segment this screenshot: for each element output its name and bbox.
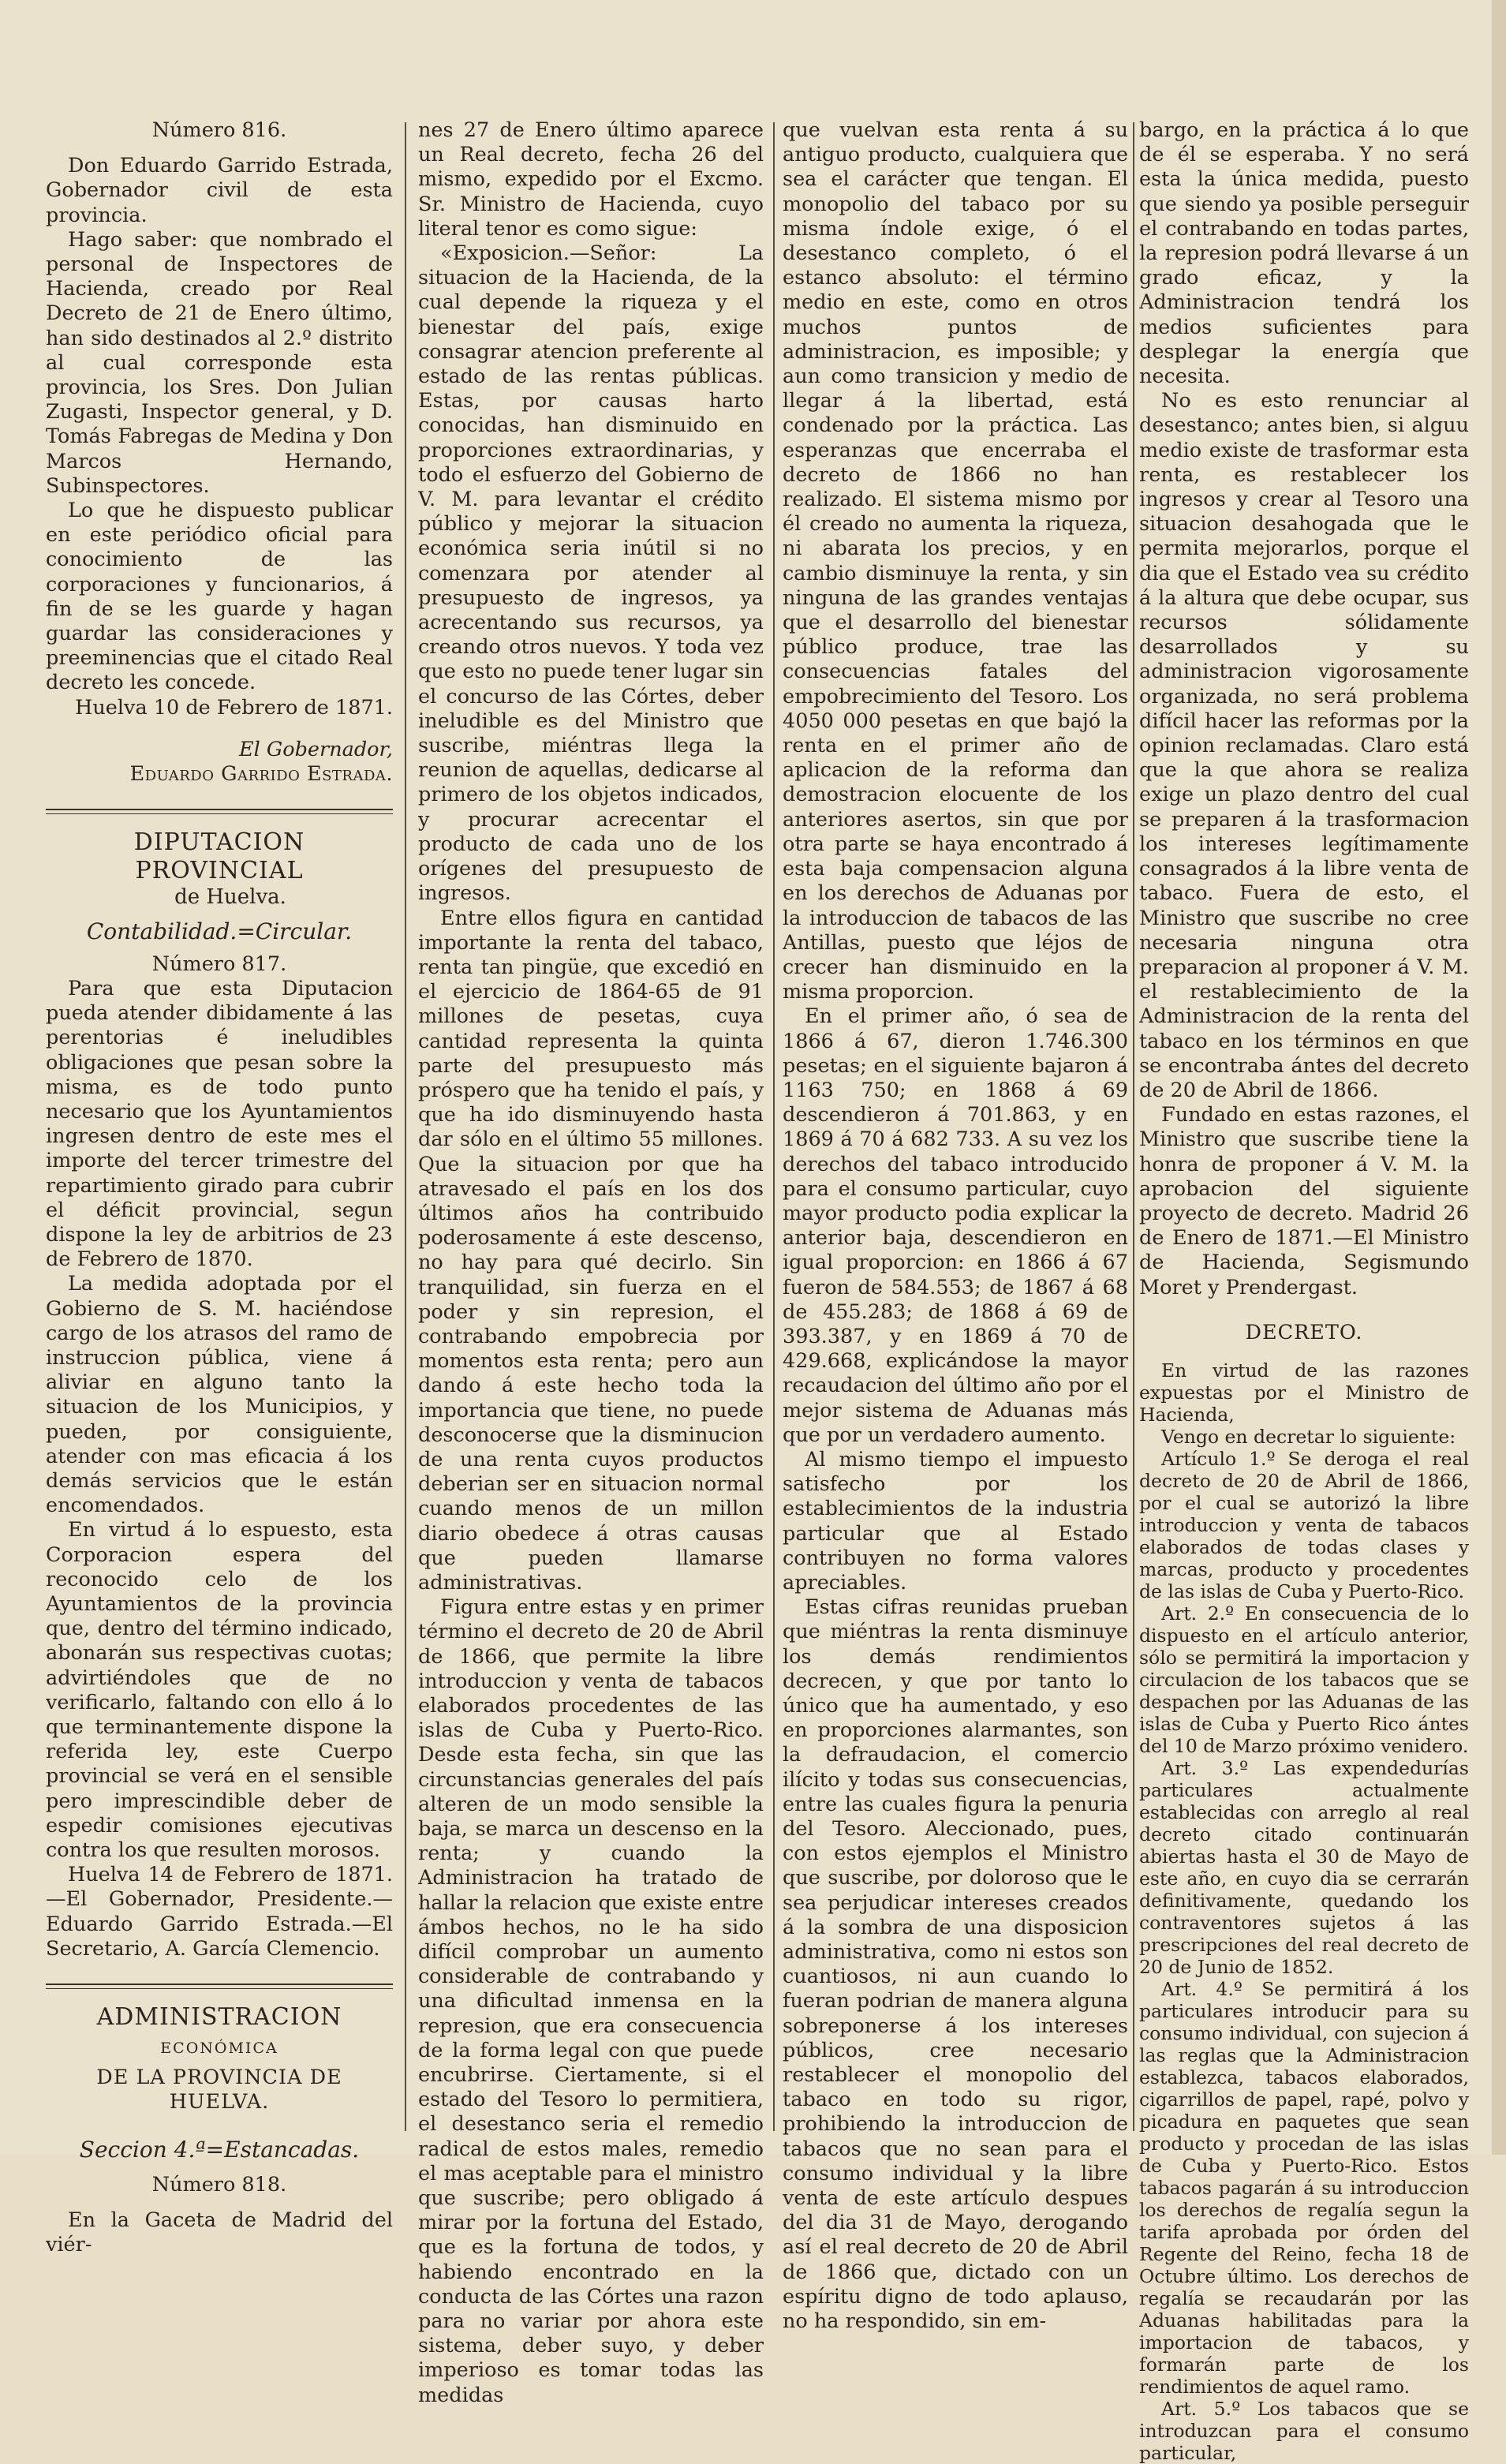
number-816: Número 816.	[151, 118, 287, 142]
column-1	[46, 118, 393, 2257]
paragraph: En virtud de las razones expuestas por el Ministro de Hacienda,	[1139, 1359, 1469, 1426]
signature-name: Eduardo Garrido Estrada.	[129, 762, 393, 787]
subsection-title: Contabilidad.=Circular.	[86, 918, 353, 945]
page-edge	[1492, 0, 1506, 2155]
column-2	[418, 118, 764, 2408]
article: Artículo 1.º Se deroga el real decreto de 20 de Abril de 1866, por el cual se autorizó la libre introduccion y venta de tabacos elaborados de todas clases y marcas, producto y procedentes de las islas de Cuba y Puerto-Rico.	[1139, 1447, 1469, 1602]
paragraph: Al mismo tiempo el impuesto satisfecho por los establecimientos de la industria particular que al Estado contribuyen no forma valores apreciables.	[783, 1447, 1128, 1595]
paragraph: Fundado en estas razones, el Ministro que suscribe tiene la honra de proponer á V. M. la aprobacion del siguiente proyecto de decreto. Madrid 26 de Enero de 1871.—El Ministro de Hacienda, Segismundo Moret y Prendergast.	[1139, 1103, 1469, 1299]
section-subtitle: ECONÓMICA	[160, 2040, 278, 2058]
paragraph: bargo, en la práctica á lo que de él se esperaba. Y no será esta la única medida, puesto que siendo ya posible perseguir el contrabando en todas partes, la represion podrá llevarse á un grado eficaz, y la Administracion tendrá los medios suficientes para desplegar la energía que necesita.	[1139, 118, 1469, 389]
paragraph: Entre ellos figura en cantidad importante la renta del tabaco, renta tan pingüe, que excedió en el ejercicio de 1864-65 de 91 millones de pesetas, cuya cantidad representa la quinta parte del presupuesto más próspero que ha tenido el país, y que ha ido disminuyendo hasta dar sólo en el último 55 millones. Que la situacion por que ha atravesado el país en los dos últimos años ha contribuido poderosamente á este descenso, no hay para qué decirlo. Sin tranquilidad, sin fuerza en el poder y sin represion, el contrabando empobrecia por momentos esta renta; pero aun dando á este hecho toda la importancia que tiene, no puede desconocerse que la disminucion de una renta cuyos productos deberian ser en situacion normal cuando menos de un millon diario obedece á otras causas que pueden llamarse administrativas.	[418, 906, 764, 1595]
section-rule	[46, 1984, 393, 1989]
paragraph: Don Eduardo Garrido Estrada, Gobernador civil de esta provincia.	[46, 154, 393, 227]
paragraph: Lo que he dispuesto publicar en este periódico oficial para conocimiento de las corporaciones y funcionarios, á fin de se les guarde y hagan guardar las consideraciones y preeminencias que el citado Real decreto les concede.	[46, 499, 393, 695]
paragraph: Para que esta Diputacion pueda atender dibidamente á las perentorias é ineludibles obligaciones que pesan sobre la misma, es de todo punto necesario que los Ayuntamientos ingresen dentro de este mes el importe del tercer trimestre del repartimiento girado para cubrir el déficit provincial, segun dispone la ley de arbitrios de 23 de Febrero de 1870.	[46, 976, 393, 1272]
section-title: ADMINISTRACION	[96, 2003, 342, 2032]
paragraph: que vuelvan esta renta á su antiguo producto, cualquiera que sea el carácter que tengan. El monopolio del tabaco por su misma índole exige, ó el desestanco completo, ó el estanco absoluto: el término medio en este, como en otros muchos puntos de administracion, es imposible; y aun como transicion y medio de llegar á la libertad, está condenado por la práctica. Las esperanzas que encerraba el decreto de 1866 no han realizado. El sistema mismo por él creado no aumenta la riqueza, ni abarata los precios, y en cambio disminuye la renta, y sin ninguna de las grandes ventajas que el desarrollo del bienestar público produce, trae las consecuencias fatales del empobrecimiento del Tesoro. Los 4050 000 pesetas en que bajó la renta en el primer año de aplicacion de la reforma dan demostracion elocuente de los anteriores asertos, sin que por otra parte se haya encontrado á esta baja compensacion alguna en los derechos de Aduanas por la introduccion de tabacos de las Antillas, puesto que léjos de crecer han disminuido en la misma proporcion.	[783, 118, 1128, 1004]
article: Art. 3.º Las expendedurías particulares actualmente establecidas con arreglo al real decreto citado continuarán abiertas hasta el 30 de Mayo de este año, en cuyo dia se cerrarán definitivamente, quedando los contraventores sujetos á las prescripciones del real decreto de 20 de Junio de 1852.	[1139, 1756, 1469, 1978]
date-line: Huelva 10 de Febrero de 1871.	[75, 695, 393, 720]
article: Art. 2.º En consecuencia de lo dispuesto en el artículo anterior, sólo se permitirá la importacion y circulacion de los tabacos que se despachen por las Aduanas de las islas de Cuba y Puerto Rico ántes del 10 de Marzo próximo venidero.	[1139, 1602, 1469, 1757]
section-title: DIPUTACION PROVINCIAL	[133, 828, 305, 885]
subsection-title: Seccion 4.ª=Estancadas.	[79, 2136, 360, 2163]
column-divider	[773, 122, 775, 2131]
paragraph: Hago saber: que nombrado el personal de Inspectores de Hacienda, creado por Real Decreto de 21 de Enero último, han sido destinados al 2.º distrito al cual corresponde esta provincia, los Sres. Don Julian Zugasti, Inspector general, y D. Tomás Fabregas de Medina y Don Marcos Hernando, Subinspectores.	[46, 227, 393, 498]
signature-title: El Gobernador,	[239, 737, 393, 761]
paragraph: La medida adoptada por el Gobierno de S. M. haciéndose cargo de los atrasos del ramo de instruccion pública, viene á aliviar en alguno tanto la situacion de los Municipios, y pueden, por consiguiente, atender con mas eficacia á los demás servicios que le están encomendados.	[46, 1272, 393, 1518]
number-817: Número 817.	[151, 952, 287, 976]
decree-heading: DECRETO.	[1245, 1320, 1363, 1344]
paragraph: En el primer año, ó sea de 1866 á 67, dieron 1.746.300 pesetas; en el siguiente bajaron á 1163 750; en 1868 á 69 descendieron á 701.863, y en 1869 á 70 á 682 733. A su vez los derechos del tabaco introducido para el consumo particular, cuyo mayor producto podia explicar la anterior baja, descendieron en igual proporcion: en 1866 á 67 fueron de 584.553; de 1867 á 68 de 455.283; de 1868 á 69 de 393.387, y en 1869 á 70 de 429.668, explicándose la mayor recaudacion del último año por el mejor sistema de Aduanas más que por un verdadero aumento.	[783, 1004, 1128, 1447]
column-4	[1139, 118, 1469, 2464]
section-subtitle: DE LA PROVINCIA DE HUELVA.	[96, 2066, 342, 2114]
paragraph: Vengo en decretar lo siguiente:	[1161, 1425, 1456, 1448]
paragraph: Figura entre estas y en primer término el decreto de 20 de Abril de 1866, que permite la libre introduccion y venta de tabacos elaborados procedentes de las islas de Cuba y Puerto-Rico. Desde esta fecha, sin que las circunstancias generales del país alteren de un modo sensible la baja, se marca un descenso en la renta; y cuando la Administracion ha tratado de hallar la relacion que existe entre ámbos hechos, no le ha sido difícil comprobar un aumento considerable de contrabando y una dificultad inmensa en la represion, que era consecuencia de la forma legal con que puede encubrirse. Ciertamente, si el estado del Tesoro lo permitiera, el desestanco seria el remedio radical de estos males, remedio el mas aceptable para el ministro que suscribe; pero obligado á mirar por la fortuna del Estado, que es la fortuna de todos, y habiendo encontrado en la conducta de las Córtes una razon para no variar por ahora este sistema, deber suyo, y deber imperioso es tomar todas las medidas	[418, 1595, 764, 2407]
section-subtitle: de Huelva.	[174, 885, 286, 910]
article: Art. 5.º Los tabacos que se introduzcan para el consumo particular,	[1139, 2397, 1469, 2464]
paragraph: Estas cifras reunidas prueban que miéntras la renta disminuye los demás rendimientos decrecen, y que por tanto lo único que ha aumentado, y eso en proporciones alarmantes, son la defraudacion, el comercio ilícito y todas sus consecuencias, entre las cuales figura la penuria del Tesoro. Aleccionado, pues, con estos ejemplos el Ministro que suscribe, por doloroso que le sea perjudicar intereses creados á la sombra de una disposicion administrativa, como ni estos son cuantiosos, ni aun cuando lo fueran podrian de manera alguna sobreponerse á los intereses públicos, cree necesario restablecer el monopolio del tabaco en todo su rigor, prohibiendo la introduccion de tabacos que no sean para el consumo individual y la libre venta de este artículo despues del dia 31 de Mayo, derogando así el real decreto de 20 de Abril de 1866 que, dictado con un espíritu digno de todo aplauso, no ha respondido, sin em-	[783, 1595, 1128, 2334]
column-3	[783, 118, 1128, 2334]
article: Art. 4.º Se permitirá á los particulares introducir para su consumo individual, con sujecion á las reglas que la Administracion establezca, tabacos elaborados, cigarrillos de papel, rapé, polvo y picadura en paquetes que sean producto y procedan de las islas de Cuba y Puerto-Rico. Estos tabacos pagarán á su introduccion los derechos de regalía segun la tarifa aprobada por órden del Regente del Reino, fecha 18 de Octubre último. Los derechos de regalía se recaudarán por las Aduanas habilitadas para la importacion de tabacos, y formarán parte de los rendimientos de aquel ramo.	[1139, 1977, 1469, 2398]
number-818: Número 818.	[151, 2172, 287, 2197]
paragraph: nes 27 de Enero último aparece un Real decreto, fecha 26 del mismo, expedido por el Excmo. Sr. Ministro de Hacienda, cuyo literal tenor es como sigue:	[418, 118, 764, 241]
paragraph: En la Gaceta de Madrid del viér-	[46, 2208, 393, 2257]
column-divider	[405, 122, 406, 2131]
column-divider	[1133, 122, 1134, 2131]
paragraph: No es esto renunciar al desestanco; antes bien, si alguu medio existe de trasformar esta renta, es restablecer los ingresos y crear al Tesoro una situacion desahogada que le permita mejorarlos, porque el dia que el Estado vea su crédito á la altura que debe ocupar, sus recursos sólidamente desarrollados y su administracion vigorosamente organizada, no será problema difícil hacer las reformas por la opinion reclamadas. Claro está que la que ahora se realiza exige un plazo dentro del cual se preparen á la trasformacion los intereses legítimamente consagrados á la libre venta de tabaco. Fuera de esto, el Ministro que suscribe no cree necesaria ninguna otra preparacion al proponer á V. M. el restablecimiento de la Administracion de la renta del tabaco en los términos en que se encontraba ántes del decreto de 20 de Abril de 1866.	[1139, 389, 1469, 1102]
paragraph: En virtud á lo espuesto, esta Corporacion espera del reconocido celo de los Ayuntamientos de la provincia que, dentro del término indicado, abonarán sus respectivas cuotas; advirtiéndoles que de no verificarlo, faltando con ello á lo que terminantemente dispone la referida ley, este Cuerpo provincial se verá en el sensible pero imprescindible deber de espedir comisiones ejecutivas contra los que resulten morosos.	[46, 1518, 393, 1862]
paragraph: Huelva 14 de Febrero de 1871.—El Gobernador, Presidente.—Eduardo Garrido Estrada.—El Secretario, A. García Clemencio.	[46, 1863, 393, 1961]
paragraph: «Exposicion.—Señor: La situacion de la Hacienda, de la cual depende la riqueza y el bienestar del país, exige consagrar atencion preferente al estado de las rentas públicas. Estas, por causas harto conocidas, han disminuido en proporciones extraordinarias, y todo el esfuerzo del Gobierno de V. M. para levantar el crédito público y mejorar la situacion económica seria inútil si no comenzara por atender al presupuesto de ingresos, ya acrecentando sus recursos, ya creando otros nuevos. Y toda vez que esto no puede tener lugar sin el concurso de las Córtes, deber ineludible es del Ministro que suscribe, miéntras llega la reunion de aquellas, dedicarse al primero de los objetos indicados, y procurar acrecentar el producto de cada uno de los orígenes del presupuesto de ingresos.	[418, 241, 764, 906]
section-rule	[46, 809, 393, 814]
